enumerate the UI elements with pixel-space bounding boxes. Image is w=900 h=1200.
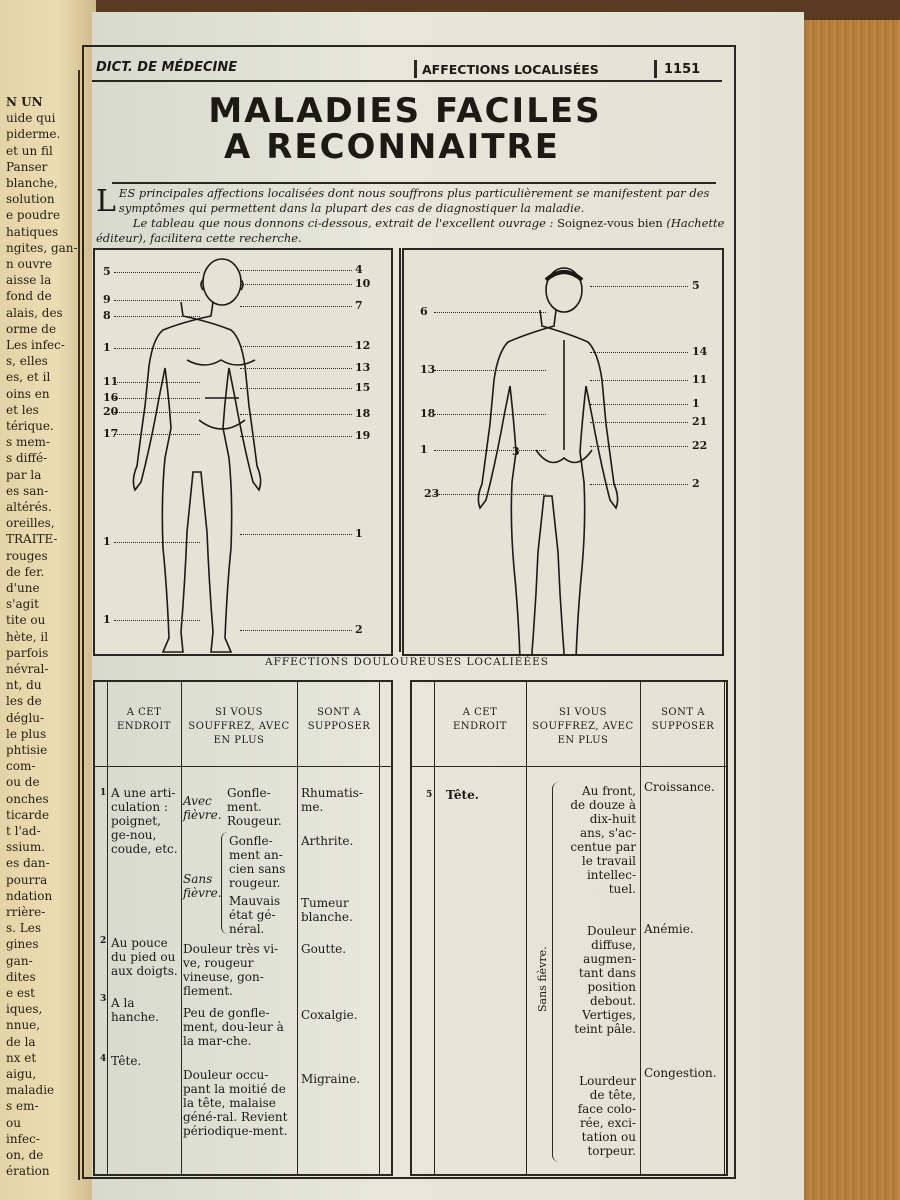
left-page-text-fragment: oins en	[6, 386, 50, 401]
header-diagnosis: SONT A SUPPOSER	[651, 707, 715, 732]
left-page-text-fragment: s. Les	[6, 921, 42, 936]
column-rule	[379, 682, 380, 1174]
left-page-text-fragment: ndation	[6, 888, 53, 903]
left-page-text-fragment: t l'ad-	[6, 824, 41, 838]
header-diagnosis: SONT A SUPPOSER	[307, 707, 371, 732]
left-page-text-fragment: N UN	[6, 95, 43, 109]
figure-leader-line	[590, 352, 688, 353]
figure-leader-line	[240, 630, 352, 631]
left-page-text-fragment: blanche,	[6, 176, 58, 190]
figure-leader-line	[240, 346, 352, 347]
figure-callout-number: 20	[103, 405, 119, 418]
intro-paragraph-1: ES principales affections localisées dont nous souffrons plus particulièrement se manifestent par des symptômes qui permettent dans la plupart des cas de diagnostiquer la maladie.	[118, 186, 710, 215]
figure-callout-number: 23	[424, 487, 440, 500]
figure-leader-line	[114, 272, 200, 273]
back-figure-panel	[402, 248, 724, 656]
figure-leader-line	[590, 404, 688, 405]
figure-leader-line	[240, 368, 352, 369]
location-cell: Tête.	[111, 1054, 142, 1068]
row-number: 1	[100, 788, 107, 798]
left-page-text-fragment: de la	[6, 1034, 36, 1049]
header-separator	[414, 60, 417, 78]
figure-callout-number: 9	[103, 293, 111, 306]
running-header	[92, 58, 722, 82]
row-number: 2	[100, 936, 107, 946]
figure-leader-line	[114, 398, 200, 399]
figure-callout-number: 21	[692, 415, 708, 428]
column-rule	[434, 682, 435, 1174]
left-page-text-fragment: par la	[6, 467, 42, 482]
figure-callout-number: 10	[355, 277, 371, 290]
left-page-text-fragment: et un fil	[6, 143, 53, 158]
header-symptoms: SI VOUS SOUFFREZ, AVEC EN PLUS	[188, 707, 290, 746]
title-line-1: MALADIES FACILES	[208, 91, 602, 131]
left-page-text-fragment: aigu,	[6, 1067, 37, 1081]
left-page-text-fragment: Les infec-	[6, 338, 65, 352]
figure-callout-number: 8	[103, 309, 111, 322]
figure-callout-number: 7	[355, 299, 363, 312]
figure-callout-number: 1	[420, 443, 428, 456]
left-page-text-fragment: tite ou	[6, 613, 46, 628]
left-page-text-fragment: gines	[6, 937, 39, 952]
left-page-text-fragment: altérés.	[6, 500, 52, 514]
figure-callout-number: 2	[355, 623, 363, 636]
figure-leader-line	[434, 450, 546, 451]
figure-callout-number: 1	[103, 613, 111, 626]
left-page-text-fragment: dites	[6, 969, 36, 984]
left-page-text-fragment: ou	[6, 1115, 21, 1130]
left-page-text-fragment: TRAITE-	[6, 532, 58, 547]
figure-leader-line	[240, 388, 352, 389]
figure-leader-line	[240, 284, 352, 285]
left-page-text-fragment: solution	[6, 192, 55, 207]
left-page-rule	[78, 70, 80, 1180]
figure-callout-number: 22	[692, 439, 708, 452]
left-page-text-fragment: com-	[6, 759, 36, 774]
figure-leader-line	[434, 312, 546, 313]
header-location: A CET ENDROIT	[453, 707, 507, 732]
column-rule	[181, 682, 182, 1174]
title-line-2: A RECONNAITRE	[224, 127, 560, 167]
figure-leader-line	[434, 414, 546, 415]
figure-leader-line	[434, 494, 546, 495]
figure-callout-number: 5	[103, 265, 111, 278]
figure-leader-line	[240, 270, 352, 271]
left-page-text-fragment: rouges	[6, 548, 48, 563]
left-page-text-fragment: es dan-	[6, 856, 50, 871]
figure-callout-number: 18	[355, 407, 371, 420]
left-page-text-fragment: n ouvre	[6, 257, 53, 271]
figure-callout-number: 2	[692, 477, 700, 490]
drop-cap: L	[96, 184, 116, 219]
symptom-cell: Gonfle-ment an-cien sans rougeur.	[229, 834, 286, 890]
figure-callout-number: 16	[103, 391, 119, 404]
figure-leader-line	[114, 620, 200, 621]
left-page-text-fragment: aisse la	[6, 273, 52, 288]
column-rule	[640, 682, 641, 1174]
symptom-cell: Gonfle-ment. Rougeur.	[227, 786, 282, 828]
symptom-cell: Douleur très vi-ve, rougeur vineuse, gon-flement.	[183, 942, 279, 998]
symptom-cell: Douleur diffuse, augmen-tant dans position debout. Vertiges, teint pâle.	[574, 924, 636, 1036]
figure-leader-line	[114, 412, 200, 413]
brace	[221, 832, 228, 934]
left-page-text-fragment: s em-	[6, 1099, 39, 1114]
row-number: 3	[100, 994, 107, 1004]
left-page-text-fragment: ssium.	[6, 840, 46, 855]
diagnosis-cell: Arthrite.	[301, 834, 354, 848]
figure-callout-number: 1	[103, 341, 111, 354]
figure-leader-line	[114, 542, 200, 543]
table-caption: AFFECTIONS DOULOUREUSES LOCALIÉÉES	[265, 656, 549, 668]
fever-label: Avec fièvre.	[183, 794, 222, 822]
left-page-text-fragment: s mem-	[6, 435, 50, 450]
left-page-text-fragment: ou de	[6, 775, 40, 790]
figure-leader-line	[114, 316, 200, 317]
diagnosis-cell: Croissance.	[644, 780, 715, 794]
left-page-text-fragment: hète, il	[6, 629, 49, 644]
diagnosis-cell: Rhumatis-me.	[301, 786, 363, 814]
left-page-text-fragment: s'agit	[6, 597, 39, 612]
figure-callout-number: 19	[355, 429, 371, 442]
front-body-illustration	[95, 250, 391, 654]
symptom-cell: Au front, de douze à dix-huit ans, s'ac-centue par le travail intellec-tuel.	[570, 784, 636, 896]
left-page-text-fragment: Panser	[6, 159, 48, 174]
left-page-text-fragment: ération	[6, 1164, 50, 1179]
no-fever-label: Sans fièvre.	[183, 872, 222, 900]
left-page-text-fragment: nt, du	[6, 678, 42, 693]
figure-callout-number: 11	[692, 373, 708, 386]
symptom-cell: Lourdeur de tête, face colo-rée, exci-tation ou torpeur.	[577, 1074, 636, 1158]
left-page-text-fragment: e poudre	[6, 208, 61, 223]
left-page-text-fragment: s, elles	[6, 354, 48, 369]
intro-text	[96, 186, 726, 246]
location-cell: A la hanche.	[111, 996, 159, 1024]
location-cell: A une arti-culation : poignet, ge-nou, coude, etc.	[111, 786, 178, 856]
left-page-text-fragment: infec-	[6, 1131, 40, 1146]
figure-callout-number: 5	[692, 279, 700, 292]
figure-leader-line	[114, 300, 200, 301]
figure-callout-number: 13	[355, 361, 371, 374]
left-page-text-fragment: d'une	[6, 581, 40, 595]
column-rule	[107, 682, 108, 1174]
row-number: 5	[426, 790, 433, 800]
diagnosis-cell: Goutte.	[301, 942, 347, 956]
header-section: AFFECTIONS LOCALISÉES	[422, 62, 599, 77]
left-page-text-fragment: pourra	[6, 872, 48, 887]
figure-callout-number: 6	[420, 305, 428, 318]
left-page-text-fragment: hatiques	[6, 224, 59, 239]
figure-callout-number: 1	[103, 535, 111, 548]
figure-callout-number: 4	[355, 263, 363, 276]
diagnosis-cell: Coxalgie.	[301, 1008, 358, 1022]
left-page-text-fragment: phtisie	[6, 743, 48, 757]
left-page-text-fragment: nnue,	[6, 1018, 41, 1033]
figure-callout-number: 1	[355, 527, 363, 540]
left-page-text-fragment: parfois	[6, 645, 49, 660]
intro-rule	[112, 182, 716, 184]
left-page-text-fragment: s diffé-	[6, 451, 48, 466]
diagnosis-cell: Congestion.	[644, 1066, 717, 1080]
figure-callout-number: 1	[692, 397, 700, 410]
symptom-cell: Mauvais état gé-néral.	[229, 894, 281, 936]
location-cell: Tête.	[446, 788, 479, 802]
left-page-text-fragment: on, de	[6, 1148, 44, 1162]
left-page-text-fragment: et les	[6, 402, 39, 417]
column-rule	[297, 682, 298, 1174]
no-fever-vertical-label: Sans fièvre.	[536, 946, 549, 1012]
page-edges	[800, 20, 900, 1200]
left-page-text-fragment: es, et il	[6, 370, 51, 385]
figure-leader-line	[114, 434, 200, 435]
intro-book-title: Soignez-vous bien	[557, 216, 663, 230]
left-page-text-fragment: nx et	[6, 1050, 37, 1065]
left-page-text-fragment: es san-	[6, 483, 49, 498]
figure-leader-line	[114, 382, 200, 383]
header-rule	[95, 766, 391, 767]
figure-leader-line	[590, 380, 688, 381]
left-page-text-fragment: le plus	[6, 726, 47, 741]
figure-callout-number: 18	[420, 407, 436, 420]
figure-divider	[391, 248, 401, 652]
column-rule	[526, 682, 527, 1174]
column-rule	[724, 682, 725, 1174]
symptom-cell: Douleur occu-pant la moitié de la tête, malaise géné-ral. Revient périodique-ment.	[183, 1068, 288, 1138]
figure-leader-line	[240, 306, 352, 307]
left-page-text-fragment: les de	[6, 694, 42, 709]
left-symptom-table	[93, 680, 393, 1176]
figure-leader-line	[590, 446, 688, 447]
symptom-cell: Peu de gonfle-ment, dou-leur à la mar-che.	[183, 1006, 284, 1048]
figure-callout-number: 17	[103, 427, 119, 440]
left-page-text-fragment: piderme.	[6, 127, 61, 142]
left-page-text-fragment: iques,	[6, 1002, 43, 1017]
left-page-text-fragment: rrière-	[6, 905, 46, 919]
header-left: DICT. DE MÉDECINE	[96, 60, 238, 75]
figure-leader-line	[240, 414, 352, 415]
left-page-text-fragment: e est	[6, 986, 35, 1000]
left-page-text-fragment: oreilles,	[6, 516, 55, 531]
figure-callout-number: 12	[355, 339, 371, 352]
left-page-text-fragment: névral-	[6, 662, 49, 676]
left-page-text-fragment: déglu-	[6, 710, 45, 725]
back-body-illustration	[404, 250, 722, 654]
front-figure-panel	[93, 248, 393, 656]
figure-leader-line	[434, 370, 546, 371]
left-page-text-fragment: gan-	[6, 953, 33, 968]
left-page-text-fragment: fond de	[6, 289, 52, 304]
intro-paragraph-2a: Le tableau que nous donnons ci-dessous, extrait de l'excellent ouvrage :	[132, 216, 558, 230]
header-separator	[654, 60, 657, 78]
intro-paragraph-2c: (Hachette éditeur), facilitera cette recherche.	[96, 216, 725, 245]
left-page-text-fragment: maladie	[6, 1083, 55, 1098]
left-page-text-fragment: uide qui	[6, 111, 56, 126]
left-page-text-fragment: térique.	[6, 419, 54, 433]
header-rule	[412, 766, 726, 767]
figure-callout-number: 3	[512, 445, 520, 458]
left-page-text-fragment: onches	[6, 791, 49, 806]
figure-callout-number: 13	[420, 363, 436, 376]
page-number: 1151	[664, 62, 701, 77]
figure-leader-line	[240, 436, 352, 437]
diagnosis-cell: Anémie.	[644, 922, 694, 936]
figure-leader-line	[590, 422, 688, 423]
header-location: A CET ENDROIT	[117, 707, 171, 732]
figure-leader-line	[114, 348, 200, 349]
figure-callout-number: 14	[692, 345, 708, 358]
left-page-text-fragment: ticarde	[6, 807, 50, 822]
left-page-text-fragment: ngites, gan-	[6, 240, 78, 255]
figure-leader-line	[590, 484, 688, 485]
brace	[552, 782, 559, 1162]
row-number: 4	[100, 1054, 107, 1064]
figure-callout-number: 11	[103, 375, 119, 388]
header-symptoms: SI VOUS SOUFFREZ, AVEC EN PLUS	[532, 707, 634, 746]
diagnosis-cell: Migraine.	[301, 1072, 361, 1086]
diagnosis-cell: Tumeur blanche.	[301, 896, 353, 924]
left-page-text-fragment: de fer.	[6, 564, 45, 579]
figure-leader-line	[240, 534, 352, 535]
right-symptom-table	[410, 680, 728, 1176]
location-cell: Au pouce du pied ou aux doigts.	[111, 936, 178, 978]
figure-leader-line	[590, 286, 688, 287]
left-page-text-fragment: alais, des	[6, 305, 63, 320]
left-page-text-fragment: orme de	[6, 321, 57, 336]
figure-callout-number: 15	[355, 381, 371, 394]
